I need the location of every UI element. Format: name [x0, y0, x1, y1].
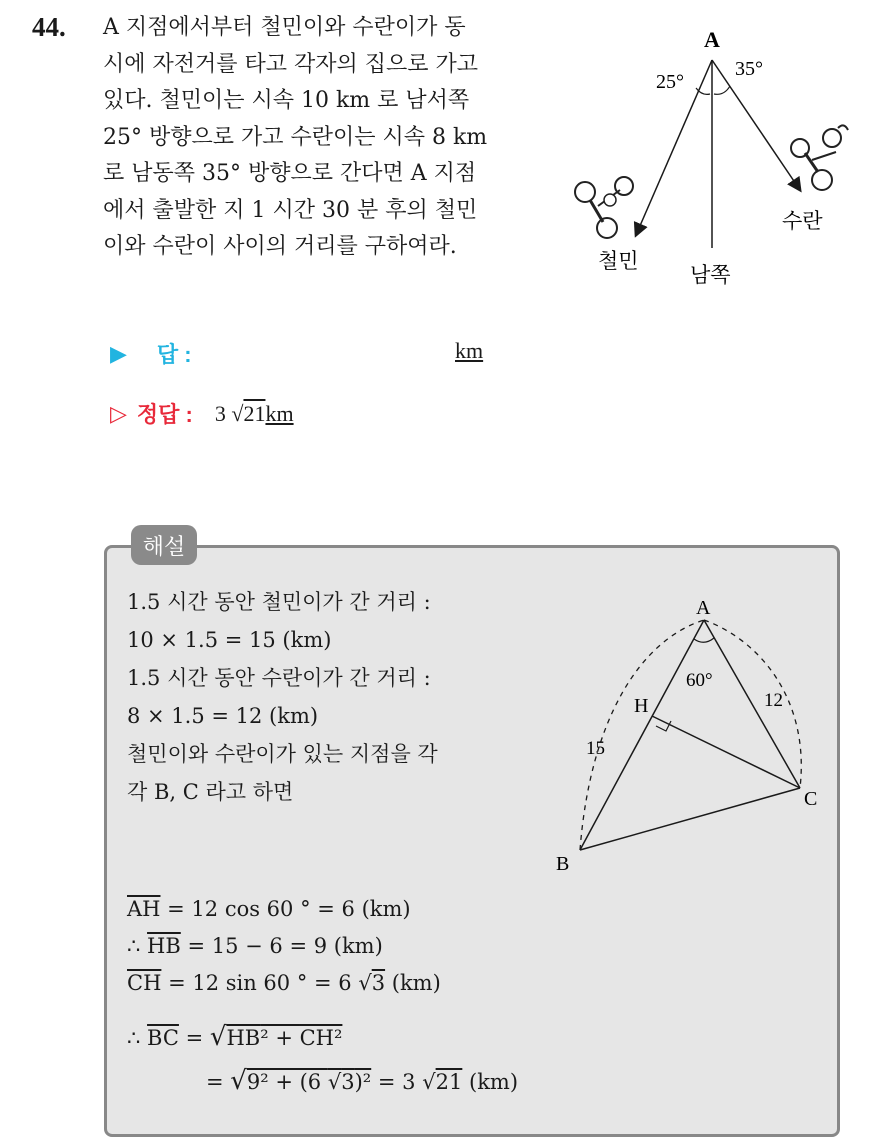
correct-coef: 3 [214, 400, 226, 426]
suran-bicycle-illustration [791, 125, 848, 190]
therefore-symbol: ∴ [127, 1026, 148, 1050]
label-a: A [696, 597, 711, 619]
angle-35-label: 35° [735, 58, 763, 80]
angle-60-label: 60° [686, 670, 713, 691]
sqrt-sign: √ [209, 1022, 227, 1052]
eq-text: = 3 [371, 1070, 423, 1094]
eq-radicand: 3 [341, 1070, 355, 1094]
explanation-line: 1.5 시간 동안 철민이가 간 거리 : [127, 590, 431, 614]
eq-segment: CH [299, 1026, 334, 1050]
eq-radicand: 3 [371, 971, 386, 995]
explanation-line: 각 B, C 라고 하면 [127, 780, 294, 804]
question-text [103, 10, 543, 266]
label-h: H [634, 695, 649, 717]
play-icon: ▶ [110, 340, 127, 366]
eq-radicand: 21 [435, 1070, 463, 1094]
side-ab [580, 620, 704, 850]
eq-radicand-expr: HB² + CH² [226, 1026, 343, 1050]
explanation-line: 1.5 시간 동안 수란이가 간 거리 : [127, 666, 431, 690]
label-c: C [804, 788, 818, 810]
segment-ch [652, 716, 800, 788]
question-line: 시에 자전거를 타고 각자의 집으로 가고 [103, 51, 478, 77]
eq-text: = 15 − 6 = 9 (km) [180, 934, 383, 958]
equation-ch: $\overline{CH} = 12$ sin 60 ° = 6 √3 (km) [127, 971, 441, 995]
side-ac [704, 620, 800, 788]
cheolmin-label: 철민 [598, 249, 639, 273]
question-line: 에서 출발한 지 1 시간 30 분 후의 철민 [103, 197, 478, 223]
correct-answer-label: 정답 : [136, 402, 193, 427]
answer-label: 답 : [156, 342, 192, 367]
point-a-label: A [704, 27, 720, 52]
answer-row [110, 338, 192, 369]
side-15-label: 15 [586, 738, 605, 759]
eq-text: = 12 sin 60 ° = 6 [161, 971, 359, 995]
eq-text: = [178, 1026, 210, 1050]
eq-segment: $\overline{CH}$ [127, 971, 162, 995]
side-bc [580, 788, 800, 850]
question-number: 44. [32, 12, 66, 42]
triangle-figure [540, 590, 830, 880]
question-line: A 지점에서부터 철민이와 수란이가 동 [103, 15, 466, 40]
eq-unit: (km) [462, 1070, 519, 1094]
equation-bc [127, 1022, 342, 1052]
explanation-line: 8 × 1.5 = 12 (km) [127, 704, 319, 728]
question-line: 로 남동쪽 35° 방향으로 간다면 A 지점 [103, 161, 477, 186]
outline-play-icon: ▷ [110, 400, 127, 426]
angle-60-arc [694, 638, 714, 642]
question-line: 25° 방향으로 가고 수란이는 시속 8 km [103, 124, 488, 150]
explanation-tab: 해설 [131, 525, 197, 565]
explanation-text [127, 583, 438, 811]
correct-unit: km [265, 400, 294, 426]
eq-text: 9² + (6 [246, 1070, 328, 1094]
equation-hb [127, 934, 383, 958]
suran-label: 수란 [782, 209, 823, 233]
eq-text: = 12 cos 60 ° = 6 (km) [160, 897, 411, 921]
eq-segment: $\overline{BC}$ [147, 1026, 179, 1050]
explanation-line: 철민이와 수란이가 있는 지점을 각 [127, 742, 438, 766]
equation-bc-result: = √9² + (6 √3)² = 3 √21 (km) [206, 1066, 519, 1096]
label-b: B [556, 853, 570, 875]
eq-segment: HB [226, 1026, 261, 1050]
sqrt-sign: √ [230, 1066, 247, 1096]
right-angle-mark [656, 721, 671, 731]
question-line: 이와 수란이 사이의 거리를 구하여라. [103, 234, 457, 259]
south-label: 남쪽 [690, 263, 731, 287]
angle-25-label: 25° [656, 71, 684, 93]
correct-answer-value: 3 √21km [214, 400, 294, 426]
cheolmin-bicycle-illustration [575, 177, 633, 238]
eq-segment: $\overline{HB}$ [147, 934, 181, 958]
eq-radicand-expr: 9² + (6 √3)² [246, 1070, 372, 1094]
therefore-symbol: ∴ [127, 934, 148, 958]
eq-text: = [206, 1070, 231, 1094]
answer-unit: km [455, 338, 484, 363]
explanation-line: 10 × 1.5 = 15 (km) [127, 628, 332, 652]
equation-ah [127, 897, 411, 921]
eq-segment: $\overline{AH}$ [127, 897, 161, 921]
side-12-label: 12 [764, 690, 783, 711]
eq-unit: (km) [385, 971, 441, 995]
correct-radicand: 21 [243, 400, 266, 426]
question-line: 있다. 철민이는 시속 10 km 로 남서쪽 [103, 88, 470, 113]
correct-answer-row [110, 398, 294, 429]
bicycle-direction-figure [560, 20, 860, 290]
angle-arc-right [714, 86, 730, 94]
eq-text: )² [354, 1070, 372, 1094]
